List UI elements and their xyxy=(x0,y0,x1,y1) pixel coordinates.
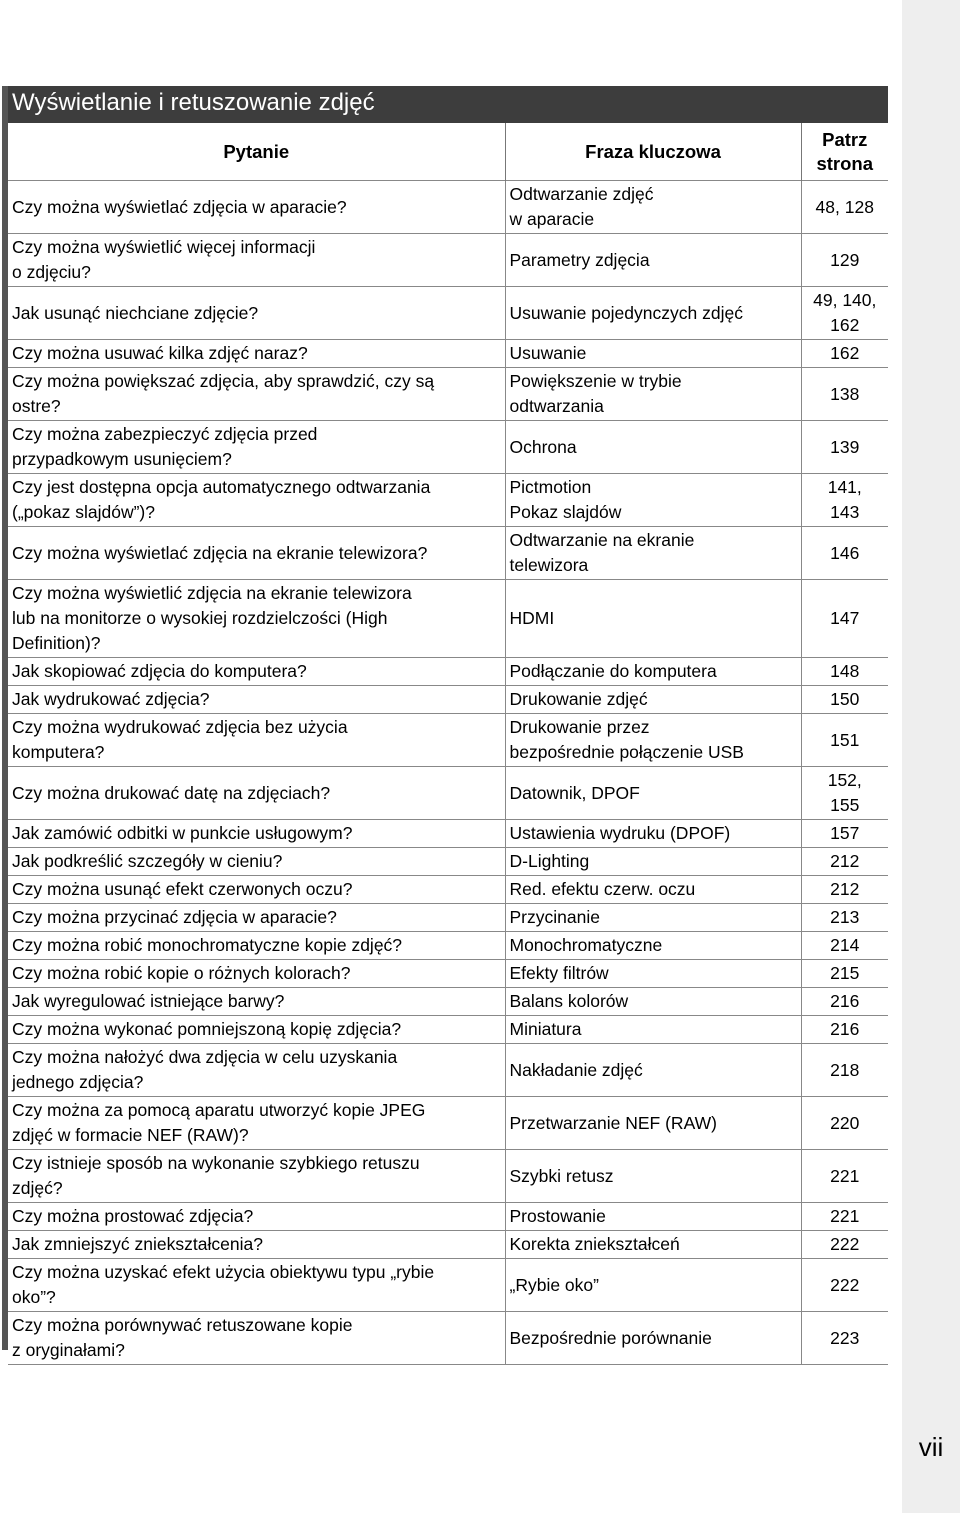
question-cell: Czy można wyświetlić więcej informacji o zdjęciu? xyxy=(8,234,505,287)
page-cell: 215 xyxy=(801,960,888,988)
header-page: Patrz strona xyxy=(816,128,874,174)
table-row xyxy=(8,714,888,767)
question-cell: Czy można wyświetlać zdjęcia na ekranie telewizora? xyxy=(8,527,505,580)
table-row xyxy=(8,686,888,714)
question-cell: Czy można nałożyć dwa zdjęcia w celu uzyskania jednego zdjęcia? xyxy=(8,1044,505,1097)
question-cell: Jak wydrukować zdjęcia? xyxy=(8,686,505,714)
question-cell: Czy można uzyskać efekt użycia obiektywu typu „rybie oko”? xyxy=(8,1259,505,1312)
keyword-cell: Parametry zdjęcia xyxy=(505,234,801,287)
page-cell: 212 xyxy=(801,848,888,876)
page-cell: 151 xyxy=(801,714,888,767)
table-row xyxy=(8,234,888,287)
question-cell: Czy można wyświetlać zdjęcia w aparacie? xyxy=(8,181,505,234)
question-cell: Jak skopiować zdjęcia do komputera? xyxy=(8,658,505,686)
table-row xyxy=(8,474,888,527)
page-cell: 212 xyxy=(801,876,888,904)
keyword-cell: Balans kolorów xyxy=(505,988,801,1016)
page-cell: 148 xyxy=(801,658,888,686)
table-row xyxy=(8,932,888,960)
keyword-cell: Datownik, DPOF xyxy=(505,767,801,820)
question-cell: Czy jest dostępna opcja automatycznego odtwarzania („pokaz slajdów”)? xyxy=(8,474,505,527)
question-cell: Czy można usuwać kilka zdjęć naraz? xyxy=(8,340,505,368)
question-cell: Jak wyregulować istniejące barwy? xyxy=(8,988,505,1016)
keyword-cell: Drukowanie zdjęć xyxy=(505,686,801,714)
table-row xyxy=(8,580,888,658)
table-row xyxy=(8,368,888,421)
keyword-cell: Nakładanie zdjęć xyxy=(505,1044,801,1097)
question-cell: Czy można wyświetlić zdjęcia na ekranie telewizora lub na monitorze o wysokiej rozdzielczości (High Definition)? xyxy=(8,580,505,658)
table-row xyxy=(8,1044,888,1097)
table-row xyxy=(8,767,888,820)
page-number: vii xyxy=(918,1432,944,1462)
keyword-cell: Bezpośrednie porównanie xyxy=(505,1312,801,1365)
question-cell: Jak podkreślić szczegóły w cieniu? xyxy=(8,848,505,876)
question-cell: Czy można drukować datę na zdjęciach? xyxy=(8,767,505,820)
keyword-cell: Przetwarzanie NEF (RAW) xyxy=(505,1097,801,1150)
page-cell: 147 xyxy=(801,580,888,658)
keyword-cell: Podłączanie do komputera xyxy=(505,658,801,686)
table-row xyxy=(8,1097,888,1150)
page-cell: 150 xyxy=(801,686,888,714)
page-cell: 216 xyxy=(801,988,888,1016)
question-cell: Czy można usunąć efekt czerwonych oczu? xyxy=(8,876,505,904)
page-cell: 218 xyxy=(801,1044,888,1097)
question-cell: Czy można wykonać pomniejszoną kopię zdjęcia? xyxy=(8,1016,505,1044)
keyword-cell: Ustawienia wydruku (DPOF) xyxy=(505,820,801,848)
page-cell: 220 xyxy=(801,1097,888,1150)
keyword-cell: Przycinanie xyxy=(505,904,801,932)
header-keyword: Fraza kluczowa xyxy=(505,123,801,181)
table-row xyxy=(8,820,888,848)
page-cell: 138 xyxy=(801,368,888,421)
question-cell: Czy można robić kopie o różnych kolorach? xyxy=(8,960,505,988)
keyword-cell: D-Lighting xyxy=(505,848,801,876)
header-question: Pytanie xyxy=(8,123,505,181)
page-cell: 139 xyxy=(801,421,888,474)
page-cell: 221 xyxy=(801,1203,888,1231)
page-cell: 157 xyxy=(801,820,888,848)
section xyxy=(8,86,888,1365)
table-row xyxy=(8,1150,888,1203)
keyword-cell: Powiększenie w trybie odtwarzania xyxy=(505,368,801,421)
keyword-cell: Usuwanie pojedynczych zdjęć xyxy=(505,287,801,340)
page-cell: 48, 128 xyxy=(801,181,888,234)
table-row xyxy=(8,658,888,686)
keyword-cell: Drukowanie przez bezpośrednie połączenie USB xyxy=(505,714,801,767)
question-cell: Czy można przycinać zdjęcia w aparacie? xyxy=(8,904,505,932)
table-body xyxy=(8,181,888,1365)
keyword-cell: Monochromatyczne xyxy=(505,932,801,960)
keyword-cell: Efekty filtrów xyxy=(505,960,801,988)
table-row xyxy=(8,1259,888,1312)
keyword-cell: Szybki retusz xyxy=(505,1150,801,1203)
question-cell: Jak usunąć niechciane zdjęcie? xyxy=(8,287,505,340)
keyword-cell: HDMI xyxy=(505,580,801,658)
page-cell: 141, 143 xyxy=(801,474,888,527)
table-header-row xyxy=(8,123,888,181)
table-row xyxy=(8,904,888,932)
keyword-cell: Miniatura xyxy=(505,1016,801,1044)
keyword-cell: Prostowanie xyxy=(505,1203,801,1231)
question-cell: Czy można prostować zdjęcia? xyxy=(8,1203,505,1231)
table-row xyxy=(8,287,888,340)
section-title: Wyświetlanie i retuszowanie zdjęć xyxy=(8,86,888,123)
table-row xyxy=(8,1203,888,1231)
page-cell: 216 xyxy=(801,1016,888,1044)
page-cell: 152, 155 xyxy=(801,767,888,820)
table-row xyxy=(8,876,888,904)
keyword-cell: „Rybie oko” xyxy=(505,1259,801,1312)
keyword-cell: Usuwanie xyxy=(505,340,801,368)
page-cell: 214 xyxy=(801,932,888,960)
page-cell: 223 xyxy=(801,1312,888,1365)
table-row xyxy=(8,848,888,876)
keyword-cell: Pictmotion Pokaz slajdów xyxy=(505,474,801,527)
page-cell: 129 xyxy=(801,234,888,287)
faq-table xyxy=(8,123,888,1365)
question-cell: Czy można zabezpieczyć zdjęcia przed przypadkowym usunięciem? xyxy=(8,421,505,474)
page-cell: 162 xyxy=(801,340,888,368)
keyword-cell: Korekta zniekształceń xyxy=(505,1231,801,1259)
page-cell: 221 xyxy=(801,1150,888,1203)
table-row xyxy=(8,421,888,474)
page-cell: 146 xyxy=(801,527,888,580)
question-cell: Jak zamówić odbitki w punkcie usługowym? xyxy=(8,820,505,848)
margin-strip xyxy=(902,0,960,1513)
question-cell: Jak zmniejszyć zniekształcenia? xyxy=(8,1231,505,1259)
question-cell: Czy można wydrukować zdjęcia bez użycia komputera? xyxy=(8,714,505,767)
keyword-cell: Red. efektu czerw. oczu xyxy=(505,876,801,904)
question-cell: Czy można za pomocą aparatu utworzyć kopie JPEG zdjęć w formacie NEF (RAW)? xyxy=(8,1097,505,1150)
keyword-cell: Ochrona xyxy=(505,421,801,474)
table-row xyxy=(8,527,888,580)
page-cell: 213 xyxy=(801,904,888,932)
page-cell: 49, 140, 162 xyxy=(801,287,888,340)
table-row xyxy=(8,340,888,368)
keyword-cell: Odtwarzanie zdjęć w aparacie xyxy=(505,181,801,234)
question-cell: Czy istnieje sposób na wykonanie szybkiego retuszu zdjęć? xyxy=(8,1150,505,1203)
question-cell: Czy można robić monochromatyczne kopie zdjęć? xyxy=(8,932,505,960)
table-row xyxy=(8,1312,888,1365)
question-cell: Czy można porównywać retuszowane kopie z oryginałami? xyxy=(8,1312,505,1365)
table-row xyxy=(8,1231,888,1259)
page-cell: 222 xyxy=(801,1231,888,1259)
table-row xyxy=(8,181,888,234)
keyword-cell: Odtwarzanie na ekranie telewizora xyxy=(505,527,801,580)
table-row xyxy=(8,988,888,1016)
page-cell: 222 xyxy=(801,1259,888,1312)
question-cell: Czy można powiększać zdjęcia, aby sprawdzić, czy są ostre? xyxy=(8,368,505,421)
table-row xyxy=(8,960,888,988)
table-row xyxy=(8,1016,888,1044)
